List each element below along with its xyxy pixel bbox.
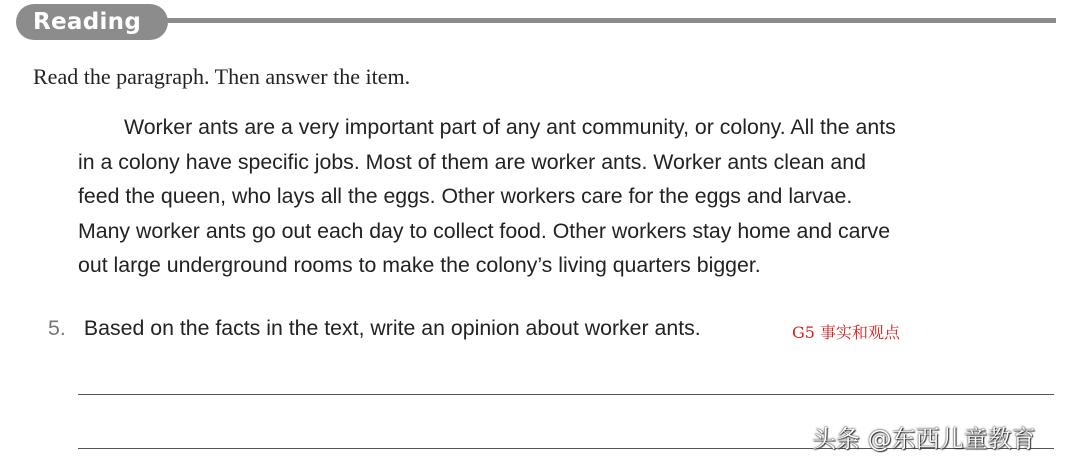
section-header xyxy=(16,4,1056,40)
skill-annotation: G5 事实和观点 xyxy=(792,323,901,342)
section-title-badge: Reading xyxy=(16,4,168,40)
question-number: 5. xyxy=(48,316,66,340)
section-divider xyxy=(166,18,1056,23)
answer-line[interactable] xyxy=(78,394,1054,395)
question-text: Based on the facts in the text, write an opinion about worker ants. xyxy=(83,316,701,340)
passage-line: feed the queen, who lays all the eggs. Other workers care for the eggs and larvae. xyxy=(78,184,853,209)
passage-line: Worker ants are a very important part of any ant community, or colony. All the ants xyxy=(124,115,896,139)
instructions-text: Read the paragraph. Then answer the item. xyxy=(33,64,411,89)
reading-passage xyxy=(78,110,968,283)
passage-line: in a colony have specific jobs. Most of them are worker ants. Worker ants clean and xyxy=(78,149,866,174)
passage-line: out large underground rooms to make the colony’s living quarters bigger. xyxy=(78,253,761,278)
watermark: 头条 @东西儿童教育 xyxy=(812,425,1036,453)
passage-line: Many worker ants go out each day to collect food. Other workers stay home and carve xyxy=(78,218,891,243)
